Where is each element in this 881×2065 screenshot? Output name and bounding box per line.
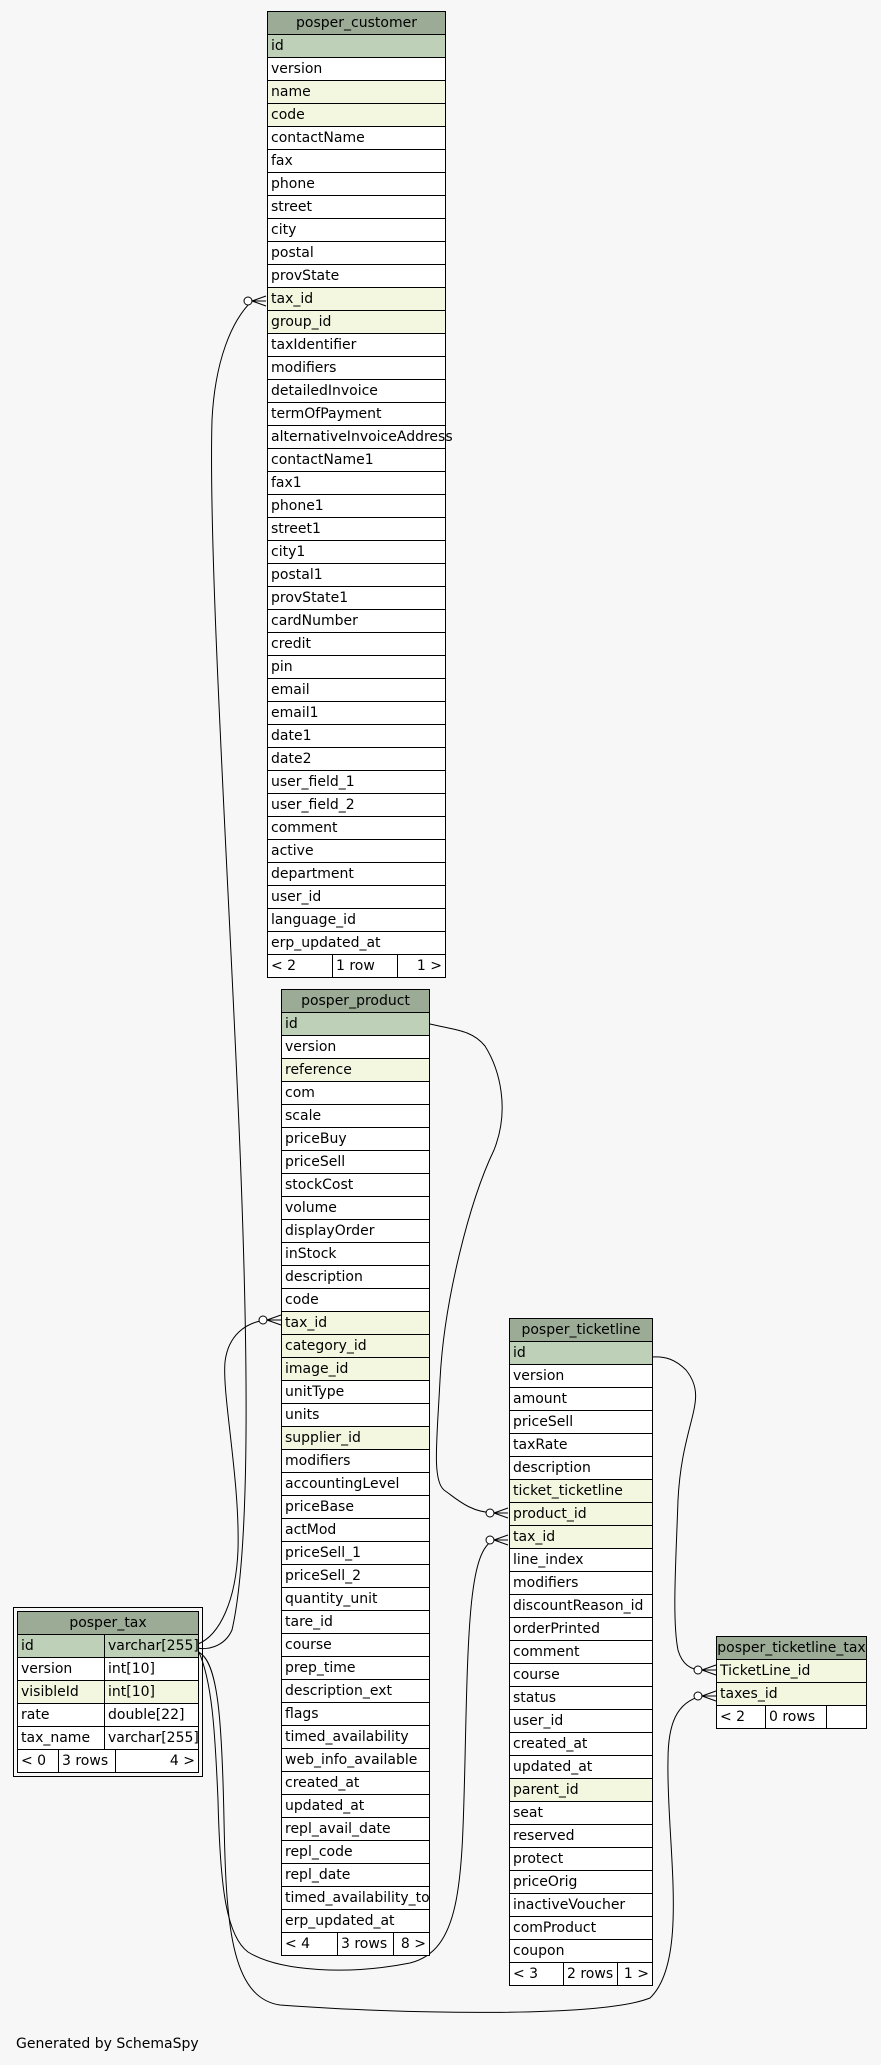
column-name: created_at (285, 1775, 360, 1791)
column-row-user-id[interactable] (268, 886, 445, 909)
column-name: category_id (285, 1338, 367, 1354)
column-row-com-product[interactable] (510, 1917, 652, 1940)
column-row-stock-cost[interactable] (282, 1174, 429, 1197)
column-row-com[interactable] (282, 1082, 429, 1105)
column-row-street[interactable] (268, 196, 445, 219)
column-name: taxRate (513, 1437, 568, 1453)
column-row-prov-state[interactable] (268, 265, 445, 288)
column-name: tax_id (285, 1315, 328, 1331)
column-row-card-number[interactable] (268, 610, 445, 633)
column-name: coupon (513, 1943, 565, 1959)
column-type: varchar[255] (104, 1727, 198, 1749)
column-name: version (271, 61, 323, 77)
column-row-price-buy[interactable] (282, 1128, 429, 1151)
column-row-comment[interactable] (268, 817, 445, 840)
column-row-scale[interactable] (282, 1105, 429, 1128)
column-row-course[interactable] (282, 1634, 429, 1657)
column-name: reference (285, 1062, 352, 1078)
column-row-product-id[interactable] (510, 1503, 652, 1526)
column-row-price-sell-1[interactable] (282, 1542, 429, 1565)
column-row-in-stock[interactable] (282, 1243, 429, 1266)
column-name: web_info_available (285, 1752, 418, 1768)
optional-many-marker (694, 1666, 702, 1674)
column-row-price-base[interactable] (282, 1496, 429, 1519)
column-name: priceSell_1 (285, 1545, 362, 1561)
table-posper-tax[interactable] (17, 1611, 199, 1773)
table-posper-ticketline-tax[interactable] (716, 1636, 867, 1729)
column-name: rate (21, 1707, 50, 1723)
column-row-timed-availability[interactable] (282, 1726, 429, 1749)
column-name: unitType (285, 1384, 345, 1400)
column-name: seat (513, 1805, 543, 1821)
row-count[interactable]: 1 row (333, 955, 398, 977)
column-name: supplier_id (285, 1430, 361, 1446)
column-row-status[interactable] (510, 1687, 652, 1710)
column-name: comment (271, 820, 338, 836)
column-row-street1[interactable] (268, 518, 445, 541)
column-name: status (513, 1690, 557, 1706)
table-title: posper_ticketline (510, 1319, 652, 1342)
children-count[interactable]: 1 > (416, 958, 442, 974)
row-count[interactable]: 2 rows (564, 1963, 618, 1985)
column-row-description[interactable] (282, 1266, 429, 1289)
column-name: priceOrig (513, 1874, 578, 1890)
column-name: repl_date (285, 1867, 351, 1883)
column-name: reserved (513, 1828, 575, 1844)
column-name: provState1 (271, 590, 349, 606)
column-row-postal1[interactable] (268, 564, 445, 587)
optional-many-marker (694, 1692, 702, 1700)
relationship-line (652, 1357, 702, 1670)
column-name: repl_avail_date (285, 1821, 391, 1837)
column-name: parent_id (513, 1782, 579, 1798)
column-row-user-id[interactable] (510, 1710, 652, 1733)
optional-many-marker (486, 1536, 494, 1544)
column-row-category-id[interactable] (282, 1335, 429, 1358)
column-name: volume (285, 1200, 337, 1216)
crows-foot-marker (702, 1691, 716, 1701)
column-name: id (513, 1345, 526, 1361)
column-type: int[10] (104, 1681, 198, 1703)
column-row-parent-id[interactable] (510, 1779, 652, 1802)
column-name: street (271, 199, 312, 215)
column-row-line-index[interactable] (510, 1549, 652, 1572)
column-name: fax1 (271, 475, 302, 491)
column-row-code[interactable] (268, 104, 445, 127)
column-row-modifiers[interactable] (282, 1450, 429, 1473)
column-row-amount[interactable] (510, 1388, 652, 1411)
column-row-created-at[interactable] (510, 1733, 652, 1756)
column-name: com (285, 1085, 315, 1101)
column-row-contact-name1[interactable] (268, 449, 445, 472)
column-row-repl-code[interactable] (282, 1841, 429, 1864)
column-row-discount-reason-id[interactable] (510, 1595, 652, 1618)
column-type: int[10] (104, 1658, 198, 1680)
column-row-tax-identifier[interactable] (268, 334, 445, 357)
column-name: user_field_2 (271, 797, 355, 813)
column-row-image-id[interactable] (282, 1358, 429, 1381)
column-row-supplier-id[interactable] (282, 1427, 429, 1450)
column-row-price-sell-2[interactable] (282, 1565, 429, 1588)
column-row-name[interactable] (268, 81, 445, 104)
column-row-language-id[interactable] (268, 909, 445, 932)
column-name: user_id (271, 889, 322, 905)
column-row-modifiers[interactable] (510, 1572, 652, 1595)
column-row-rate[interactable] (18, 1704, 198, 1727)
column-name: protect (513, 1851, 564, 1867)
row-count[interactable]: 3 rows (338, 1933, 394, 1955)
column-row-updated-at[interactable] (510, 1756, 652, 1779)
optional-many-marker (244, 297, 252, 305)
column-name: detailedInvoice (271, 383, 378, 399)
crows-foot-marker (267, 1315, 281, 1325)
column-name: tax_name (21, 1730, 91, 1746)
column-row-volume[interactable] (282, 1197, 429, 1220)
column-row-phone[interactable] (268, 173, 445, 196)
column-row-phone1[interactable] (268, 495, 445, 518)
column-row-prov-state1[interactable] (268, 587, 445, 610)
column-name: modifiers (285, 1453, 351, 1469)
column-name: visibleId (21, 1684, 79, 1700)
column-row-repl-date[interactable] (282, 1864, 429, 1887)
column-name: email (271, 682, 310, 698)
column-name: comProduct (513, 1920, 597, 1936)
column-row-prep-time[interactable] (282, 1657, 429, 1680)
column-name: inStock (285, 1246, 337, 1262)
column-row-flags[interactable] (282, 1703, 429, 1726)
column-row-reference[interactable] (282, 1059, 429, 1082)
column-row-active[interactable] (268, 840, 445, 863)
column-name: course (513, 1667, 560, 1683)
table-title: posper_product (282, 990, 429, 1013)
table-footer (268, 955, 445, 977)
table-footer (717, 1706, 866, 1728)
column-name: ticket_ticketline (513, 1483, 623, 1499)
column-name: orderPrinted (513, 1621, 601, 1637)
column-row-version[interactable] (510, 1365, 652, 1388)
column-row-tax-name[interactable] (18, 1727, 198, 1750)
column-name: active (271, 843, 314, 859)
column-row-description-ext[interactable] (282, 1680, 429, 1703)
column-row-tax-id[interactable] (268, 288, 445, 311)
column-row-detailed-invoice[interactable] (268, 380, 445, 403)
column-type: varchar[255] (104, 1635, 198, 1657)
column-name: fax (271, 153, 293, 169)
column-name: version (513, 1368, 565, 1384)
children-count[interactable]: 8 > (400, 1936, 426, 1952)
column-row-tax-id[interactable] (282, 1312, 429, 1335)
column-row-course[interactable] (510, 1664, 652, 1687)
column-row-user-field-1[interactable] (268, 771, 445, 794)
column-name: phone1 (271, 498, 324, 514)
column-name: department (271, 866, 354, 882)
column-name: comment (513, 1644, 580, 1660)
optional-many-marker (259, 1316, 267, 1324)
table-posper-customer[interactable] (267, 11, 453, 978)
column-row-email[interactable] (268, 679, 445, 702)
column-row-id[interactable] (18, 1635, 198, 1658)
column-row-tax-id[interactable] (510, 1526, 652, 1549)
column-name: displayOrder (285, 1223, 375, 1239)
column-name: priceSell (285, 1154, 346, 1170)
column-name: course (285, 1637, 332, 1653)
column-name: discountReason_id (513, 1598, 644, 1614)
column-name: version (21, 1661, 73, 1677)
column-name: priceSell (513, 1414, 574, 1430)
crows-foot-marker (494, 1535, 508, 1545)
column-name: product_id (513, 1506, 587, 1522)
column-name: version (285, 1039, 337, 1055)
column-name: tax_id (513, 1529, 556, 1545)
column-row-postal[interactable] (268, 242, 445, 265)
relationship-line (198, 1320, 267, 1644)
column-row-repl-avail-date[interactable] (282, 1818, 429, 1841)
column-name: code (271, 107, 305, 123)
children-count[interactable]: 4 > (169, 1753, 195, 1769)
column-name: name (271, 84, 311, 100)
column-name: erp_updated_at (285, 1913, 395, 1929)
crows-foot-marker (252, 296, 266, 306)
column-name: group_id (271, 314, 332, 330)
column-name: priceSell_2 (285, 1568, 362, 1584)
column-name: accountingLevel (285, 1476, 400, 1492)
table-title: posper_tax (18, 1612, 198, 1635)
column-row-updated-at[interactable] (282, 1795, 429, 1818)
column-name: timed_availability_to (285, 1890, 430, 1906)
column-name: user_field_1 (271, 774, 355, 790)
column-name: date2 (271, 751, 312, 767)
column-row-date1[interactable] (268, 725, 445, 748)
column-name: description (513, 1460, 591, 1476)
column-row-city1[interactable] (268, 541, 445, 564)
column-row-id[interactable] (282, 1013, 429, 1036)
column-row-price-sell[interactable] (510, 1411, 652, 1434)
column-name: taxIdentifier (271, 337, 357, 353)
column-name: street1 (271, 521, 321, 537)
column-row-date2[interactable] (268, 748, 445, 771)
table-footer (18, 1750, 198, 1772)
row-count[interactable]: 0 rows (766, 1706, 827, 1728)
column-name: id (21, 1638, 34, 1654)
column-row-taxes-id[interactable] (717, 1683, 866, 1706)
column-row-inactive-voucher[interactable] (510, 1894, 652, 1917)
column-row-seat[interactable] (510, 1802, 652, 1825)
column-row-erp-updated-at[interactable] (282, 1910, 429, 1933)
relationship-line (430, 1024, 502, 1513)
column-row-price-sell[interactable] (282, 1151, 429, 1174)
children-count[interactable] (827, 1706, 866, 1728)
column-row-visible-id[interactable] (18, 1681, 198, 1704)
column-name: created_at (513, 1736, 588, 1752)
column-row-version[interactable] (18, 1658, 198, 1681)
column-row-version[interactable] (268, 58, 445, 81)
column-row-alternative-invoice-address[interactable] (268, 426, 453, 449)
column-row-city[interactable] (268, 219, 445, 242)
column-name: actMod (285, 1522, 337, 1538)
column-row-tax-rate[interactable] (510, 1434, 652, 1457)
column-row-pin[interactable] (268, 656, 445, 679)
column-row-quantity-unit[interactable] (282, 1588, 429, 1611)
column-name: priceBase (285, 1499, 354, 1515)
column-name: contactName (271, 130, 365, 146)
column-name: tax_id (271, 291, 314, 307)
column-type: double[22] (104, 1704, 198, 1726)
relationship-line (198, 301, 252, 1649)
crows-foot-marker (494, 1508, 508, 1518)
column-row-id[interactable] (510, 1342, 652, 1365)
column-name: credit (271, 636, 312, 652)
optional-many-marker (486, 1509, 494, 1517)
column-name: quantity_unit (285, 1591, 378, 1607)
column-name: repl_code (285, 1844, 353, 1860)
column-row-email1[interactable] (268, 702, 445, 725)
column-row-ticket-ticketline[interactable] (510, 1480, 652, 1503)
column-row-display-order[interactable] (282, 1220, 429, 1243)
column-name: termOfPayment (271, 406, 382, 422)
column-row-created-at[interactable] (282, 1772, 429, 1795)
column-name: taxes_id (720, 1686, 778, 1702)
column-row-version[interactable] (282, 1036, 429, 1059)
column-row-group-id[interactable] (268, 311, 445, 334)
column-name: prep_time (285, 1660, 356, 1676)
column-row-act-mod[interactable] (282, 1519, 429, 1542)
column-name: updated_at (513, 1759, 593, 1775)
column-name: code (285, 1292, 319, 1308)
parents-count[interactable]: < 2 (717, 1706, 766, 1728)
table-footer (510, 1963, 652, 1985)
column-row-unit-type[interactable] (282, 1381, 429, 1404)
children-count[interactable]: 1 > (623, 1966, 649, 1982)
column-name: TicketLine_id (720, 1663, 811, 1679)
column-name: description (285, 1269, 363, 1285)
column-name: id (285, 1016, 298, 1032)
column-row-code[interactable] (282, 1289, 429, 1312)
column-row-credit[interactable] (268, 633, 445, 656)
column-row-order-printed[interactable] (510, 1618, 652, 1641)
column-name: language_id (271, 912, 356, 928)
column-name: erp_updated_at (271, 935, 381, 951)
column-name: amount (513, 1391, 568, 1407)
row-count[interactable]: 3 rows (59, 1750, 116, 1772)
column-row-ticket-line-id[interactable] (717, 1660, 866, 1683)
generated-by-label: Generated by SchemaSpy (16, 2036, 199, 2052)
column-row-price-orig[interactable] (510, 1871, 652, 1894)
column-row-accounting-level[interactable] (282, 1473, 429, 1496)
column-row-comment[interactable] (510, 1641, 652, 1664)
column-row-id[interactable] (268, 35, 445, 58)
table-posper-product[interactable] (281, 989, 430, 1956)
column-row-modifiers[interactable] (268, 357, 445, 380)
column-name: city1 (271, 544, 306, 560)
column-name: id (271, 38, 284, 54)
column-name: line_index (513, 1552, 584, 1568)
column-row-tare-id[interactable] (282, 1611, 429, 1634)
parents-count[interactable]: < 2 (268, 955, 333, 977)
column-name: flags (285, 1706, 319, 1722)
column-row-units[interactable] (282, 1404, 429, 1427)
column-name: image_id (285, 1361, 349, 1377)
parents-count[interactable]: < 0 (18, 1750, 59, 1772)
column-name: units (285, 1407, 320, 1423)
table-title: posper_customer (268, 12, 445, 35)
column-row-protect[interactable] (510, 1848, 652, 1871)
column-name: inactiveVoucher (513, 1897, 626, 1913)
column-name: postal (271, 245, 314, 261)
column-row-coupon[interactable] (510, 1940, 652, 1963)
column-row-timed-availability-to[interactable] (282, 1887, 429, 1910)
table-footer (282, 1933, 429, 1955)
column-name: pin (271, 659, 293, 675)
column-name: provState (271, 268, 340, 284)
parents-count[interactable]: < 3 (510, 1963, 564, 1985)
column-name: tare_id (285, 1614, 333, 1630)
column-row-contact-name[interactable] (268, 127, 445, 150)
column-name: user_id (513, 1713, 564, 1729)
column-name: stockCost (285, 1177, 354, 1193)
column-row-erp-updated-at[interactable] (268, 932, 445, 955)
column-row-reserved[interactable] (510, 1825, 652, 1848)
column-name: modifiers (513, 1575, 579, 1591)
column-name: cardNumber (271, 613, 358, 629)
crows-foot-marker (702, 1665, 716, 1675)
column-name: city (271, 222, 297, 238)
column-name: description_ext (285, 1683, 392, 1699)
column-row-department[interactable] (268, 863, 445, 886)
column-name: timed_availability (285, 1729, 409, 1745)
column-row-term-of-payment[interactable] (268, 403, 445, 426)
column-row-user-field-2[interactable] (268, 794, 445, 817)
column-name: alternativeInvoiceAddress (271, 429, 453, 445)
column-name: updated_at (285, 1798, 365, 1814)
column-name: date1 (271, 728, 312, 744)
column-name: priceBuy (285, 1131, 347, 1147)
column-row-description[interactable] (510, 1457, 652, 1480)
column-name: postal1 (271, 567, 323, 583)
parents-count[interactable]: < 4 (282, 1933, 338, 1955)
column-row-fax[interactable] (268, 150, 445, 173)
column-row-fax1[interactable] (268, 472, 445, 495)
column-name: scale (285, 1108, 322, 1124)
table-posper-ticketline[interactable] (509, 1318, 653, 1986)
column-name: contactName1 (271, 452, 374, 468)
table-title: posper_ticketline_tax (717, 1637, 866, 1660)
column-name: email1 (271, 705, 319, 721)
column-row-web-info-available[interactable] (282, 1749, 429, 1772)
column-name: modifiers (271, 360, 337, 376)
column-name: phone (271, 176, 315, 192)
